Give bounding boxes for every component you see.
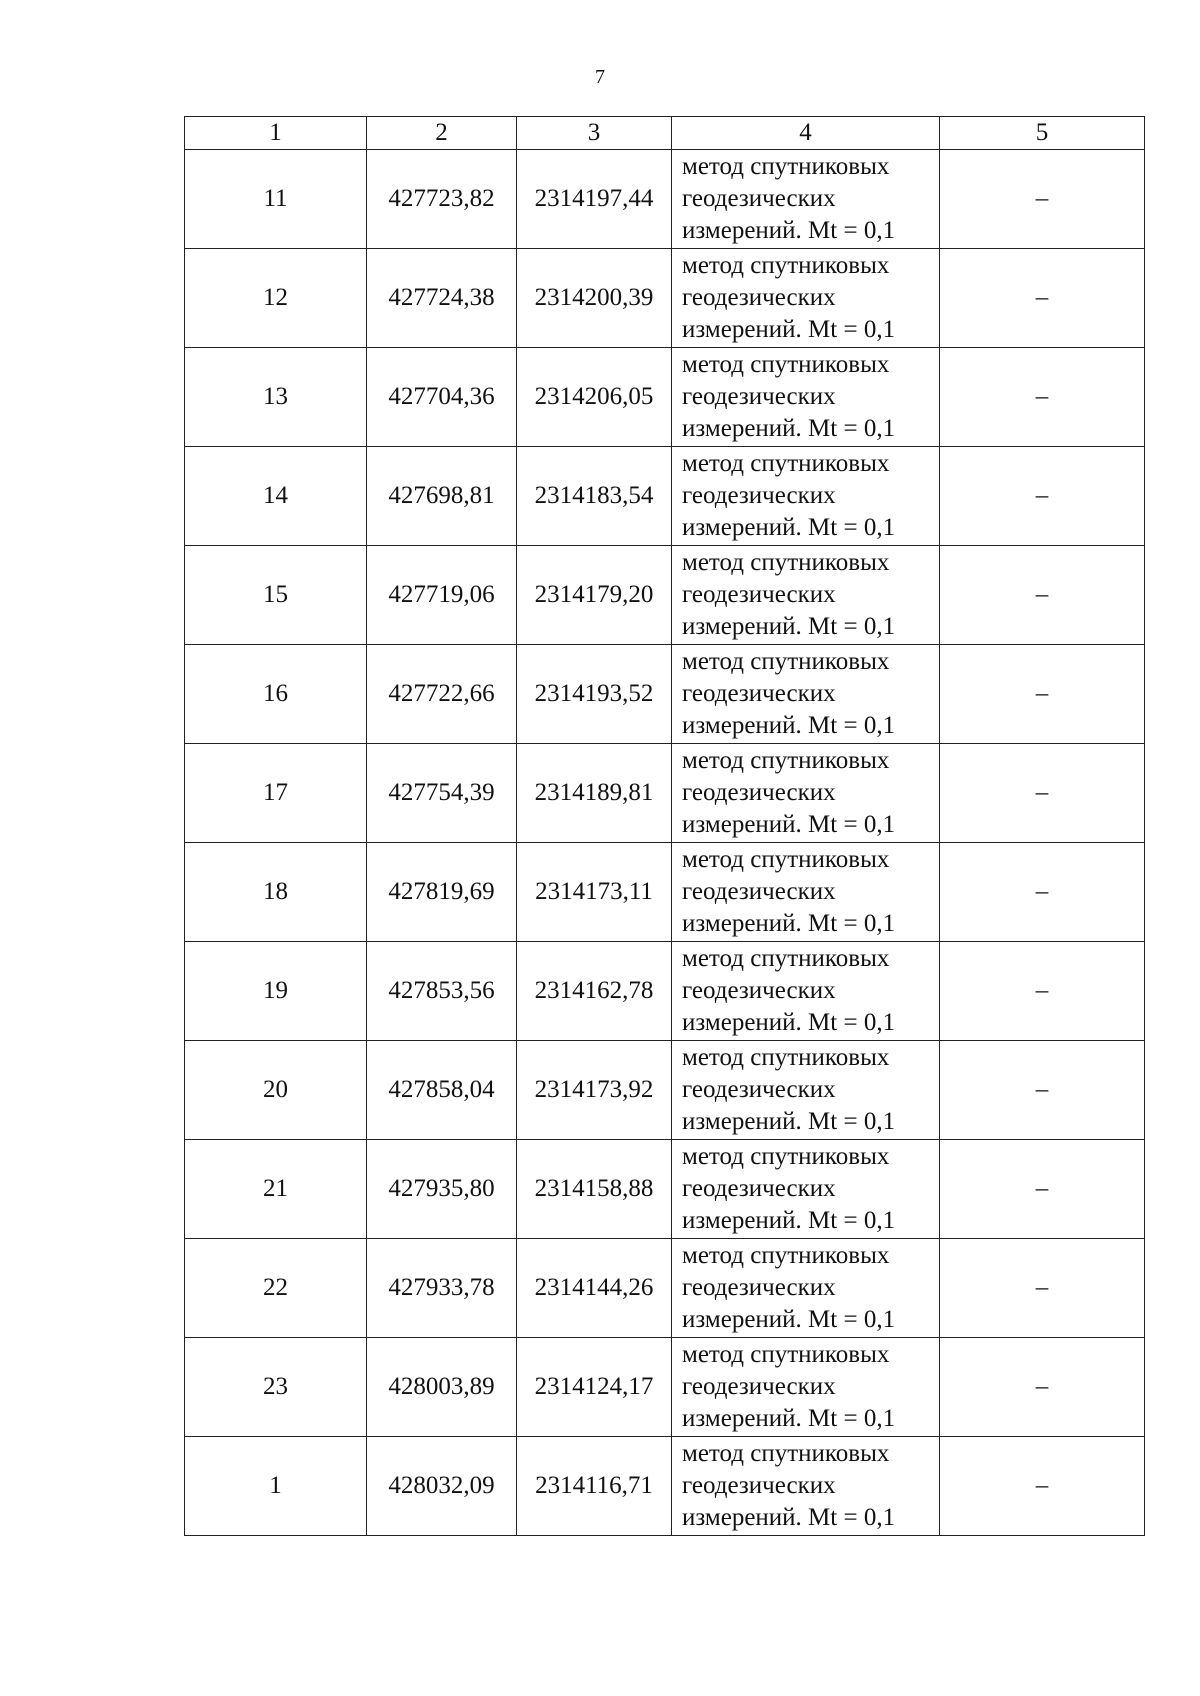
table-row bbox=[185, 249, 1145, 348]
x-coordinate-cell: 427754,39 bbox=[367, 744, 517, 843]
x-coordinate-cell: 427935,80 bbox=[367, 1140, 517, 1239]
method-line: геодезических bbox=[682, 284, 836, 311]
method-line: геодезических bbox=[682, 581, 836, 608]
point-number-cell: 21 bbox=[185, 1140, 367, 1239]
method-line: измерений. Mt = 0,1 bbox=[682, 1207, 896, 1234]
point-number-cell: 15 bbox=[185, 546, 367, 645]
method-line: метод спутниковых bbox=[682, 351, 890, 378]
note-cell: – bbox=[940, 1437, 1145, 1536]
method-line: измерений. Mt = 0,1 bbox=[682, 1405, 896, 1432]
method-cell bbox=[672, 249, 940, 348]
x-coordinate-cell: 427723,82 bbox=[367, 150, 517, 249]
method-cell bbox=[672, 645, 940, 744]
method-line: измерений. Mt = 0,1 bbox=[682, 514, 896, 541]
table-row bbox=[185, 1041, 1145, 1140]
point-number-cell: 17 bbox=[185, 744, 367, 843]
note-cell: – bbox=[940, 150, 1145, 249]
y-coordinate-cell: 2314124,17 bbox=[517, 1338, 672, 1437]
x-coordinate-cell: 427853,56 bbox=[367, 942, 517, 1041]
x-coordinate-cell: 427719,06 bbox=[367, 546, 517, 645]
method-line: измерений. Mt = 0,1 bbox=[682, 1306, 896, 1333]
method-line: геодезических bbox=[682, 680, 836, 707]
method-line: геодезических bbox=[682, 185, 836, 212]
note-cell: – bbox=[940, 942, 1145, 1041]
point-number-cell: 11 bbox=[185, 150, 367, 249]
table-row bbox=[185, 150, 1145, 249]
note-cell: – bbox=[940, 843, 1145, 942]
method-line: измерений. Mt = 0,1 bbox=[682, 712, 896, 739]
column-header-1: 1 bbox=[185, 117, 367, 150]
method-cell bbox=[672, 942, 940, 1041]
method-line: геодезических bbox=[682, 977, 836, 1004]
table-row bbox=[185, 843, 1145, 942]
method-line: измерений. Mt = 0,1 bbox=[682, 1504, 896, 1531]
point-number-cell: 1 bbox=[185, 1437, 367, 1536]
y-coordinate-cell: 2314193,52 bbox=[517, 645, 672, 744]
x-coordinate-cell: 427704,36 bbox=[367, 348, 517, 447]
method-cell bbox=[672, 348, 940, 447]
x-coordinate-cell: 428003,89 bbox=[367, 1338, 517, 1437]
y-coordinate-cell: 2314173,92 bbox=[517, 1041, 672, 1140]
method-line: измерений. Mt = 0,1 bbox=[682, 613, 896, 640]
method-line: метод спутниковых bbox=[682, 1242, 890, 1269]
y-coordinate-cell: 2314179,20 bbox=[517, 546, 672, 645]
method-cell bbox=[672, 1437, 940, 1536]
method-cell bbox=[672, 447, 940, 546]
column-header-4: 4 bbox=[672, 117, 940, 150]
x-coordinate-cell: 427933,78 bbox=[367, 1239, 517, 1338]
method-line: метод спутниковых bbox=[682, 1341, 890, 1368]
method-line: измерений. Mt = 0,1 bbox=[682, 1009, 896, 1036]
point-number-cell: 19 bbox=[185, 942, 367, 1041]
note-cell: – bbox=[940, 645, 1145, 744]
column-header-5: 5 bbox=[940, 117, 1145, 150]
y-coordinate-cell: 2314183,54 bbox=[517, 447, 672, 546]
y-coordinate-cell: 2314144,26 bbox=[517, 1239, 672, 1338]
table-row bbox=[185, 348, 1145, 447]
method-line: метод спутниковых bbox=[682, 1044, 890, 1071]
method-line: метод спутниковых bbox=[682, 549, 890, 576]
y-coordinate-cell: 2314162,78 bbox=[517, 942, 672, 1041]
table-row bbox=[185, 1338, 1145, 1437]
method-cell bbox=[672, 1338, 940, 1437]
method-line: геодезических bbox=[682, 482, 836, 509]
method-line: метод спутниковых bbox=[682, 648, 890, 675]
coordinates-table bbox=[184, 116, 1145, 1536]
x-coordinate-cell: 427819,69 bbox=[367, 843, 517, 942]
y-coordinate-cell: 2314158,88 bbox=[517, 1140, 672, 1239]
method-line: измерений. Mt = 0,1 bbox=[682, 316, 896, 343]
x-coordinate-cell: 428032,09 bbox=[367, 1437, 517, 1536]
y-coordinate-cell: 2314189,81 bbox=[517, 744, 672, 843]
method-line: метод спутниковых bbox=[682, 1143, 890, 1170]
method-line: геодезических bbox=[682, 383, 836, 410]
note-cell: – bbox=[940, 447, 1145, 546]
method-line: метод спутниковых bbox=[682, 252, 890, 279]
y-coordinate-cell: 2314200,39 bbox=[517, 249, 672, 348]
method-line: геодезических bbox=[682, 1274, 836, 1301]
method-line: метод спутниковых bbox=[682, 450, 890, 477]
method-line: геодезических bbox=[682, 779, 836, 806]
method-line: измерений. Mt = 0,1 bbox=[682, 1108, 896, 1135]
table-row bbox=[185, 1437, 1145, 1536]
x-coordinate-cell: 427724,38 bbox=[367, 249, 517, 348]
table-row bbox=[185, 645, 1145, 744]
method-cell bbox=[672, 744, 940, 843]
note-cell: – bbox=[940, 546, 1145, 645]
note-cell: – bbox=[940, 1239, 1145, 1338]
note-cell: – bbox=[940, 348, 1145, 447]
page-number: 7 bbox=[595, 66, 605, 88]
y-coordinate-cell: 2314197,44 bbox=[517, 150, 672, 249]
point-number-cell: 23 bbox=[185, 1338, 367, 1437]
method-line: метод спутниковых bbox=[682, 945, 890, 972]
column-header-3: 3 bbox=[517, 117, 672, 150]
method-line: геодезических bbox=[682, 1472, 836, 1499]
method-line: метод спутниковых bbox=[682, 1440, 890, 1467]
point-number-cell: 20 bbox=[185, 1041, 367, 1140]
note-cell: – bbox=[940, 1140, 1145, 1239]
method-line: геодезических bbox=[682, 1175, 836, 1202]
x-coordinate-cell: 427858,04 bbox=[367, 1041, 517, 1140]
x-coordinate-cell: 427722,66 bbox=[367, 645, 517, 744]
note-cell: – bbox=[940, 1338, 1145, 1437]
column-header-2: 2 bbox=[367, 117, 517, 150]
point-number-cell: 22 bbox=[185, 1239, 367, 1338]
header-row bbox=[185, 117, 1145, 150]
table-row bbox=[185, 744, 1145, 843]
method-line: измерений. Mt = 0,1 bbox=[682, 217, 896, 244]
method-line: измерений. Mt = 0,1 bbox=[682, 811, 896, 838]
y-coordinate-cell: 2314173,11 bbox=[517, 843, 672, 942]
method-cell bbox=[672, 546, 940, 645]
table-body bbox=[185, 150, 1145, 1536]
method-line: геодезических bbox=[682, 878, 836, 905]
method-cell bbox=[672, 150, 940, 249]
method-cell bbox=[672, 1041, 940, 1140]
note-cell: – bbox=[940, 1041, 1145, 1140]
method-line: измерений. Mt = 0,1 bbox=[682, 415, 896, 442]
note-cell: – bbox=[940, 249, 1145, 348]
note-cell: – bbox=[940, 744, 1145, 843]
y-coordinate-cell: 2314116,71 bbox=[517, 1437, 672, 1536]
method-cell bbox=[672, 843, 940, 942]
method-line: геодезических bbox=[682, 1373, 836, 1400]
table-row bbox=[185, 942, 1145, 1041]
y-coordinate-cell: 2314206,05 bbox=[517, 348, 672, 447]
method-line: метод спутниковых bbox=[682, 153, 890, 180]
method-line: измерений. Mt = 0,1 bbox=[682, 910, 896, 937]
table-row bbox=[185, 1239, 1145, 1338]
point-number-cell: 16 bbox=[185, 645, 367, 744]
method-line: метод спутниковых bbox=[682, 846, 890, 873]
x-coordinate-cell: 427698,81 bbox=[367, 447, 517, 546]
method-line: геодезических bbox=[682, 1076, 836, 1103]
method-cell bbox=[672, 1140, 940, 1239]
point-number-cell: 12 bbox=[185, 249, 367, 348]
method-cell bbox=[672, 1239, 940, 1338]
table-row bbox=[185, 447, 1145, 546]
point-number-cell: 14 bbox=[185, 447, 367, 546]
table-row bbox=[185, 546, 1145, 645]
point-number-cell: 13 bbox=[185, 348, 367, 447]
table-row bbox=[185, 1140, 1145, 1239]
method-line: метод спутниковых bbox=[682, 747, 890, 774]
point-number-cell: 18 bbox=[185, 843, 367, 942]
